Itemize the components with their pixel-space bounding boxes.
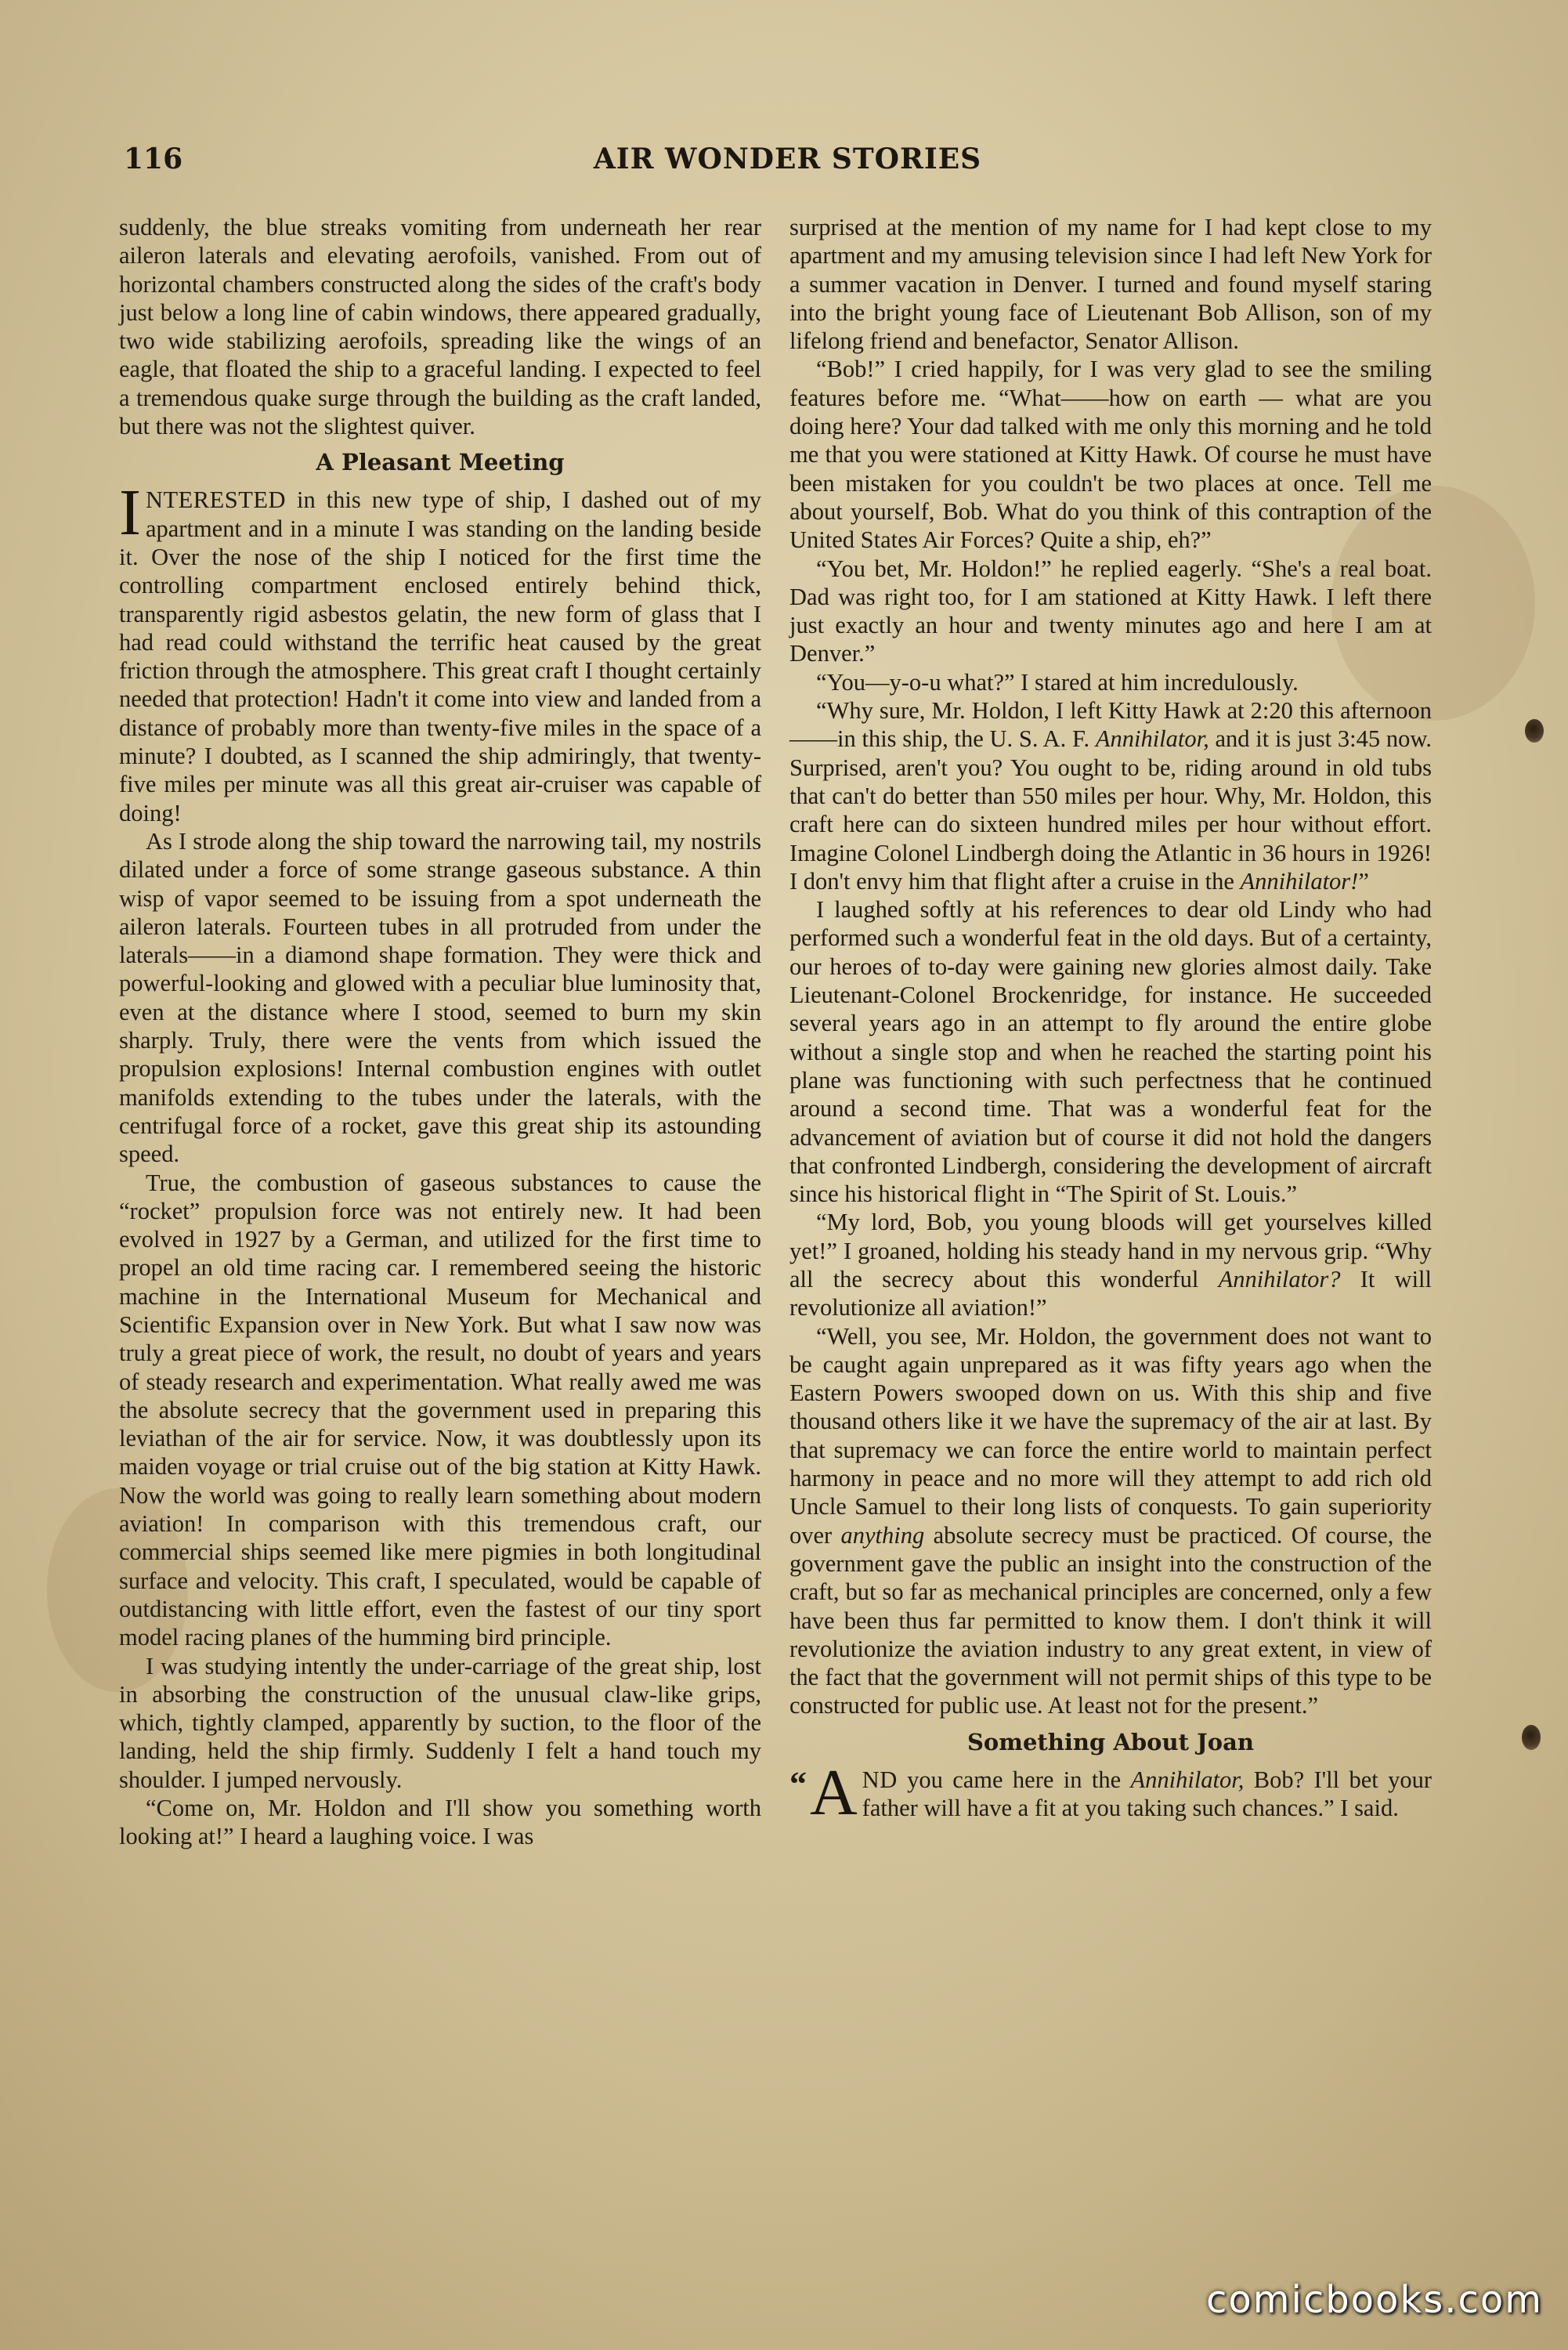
- drop-cap: I: [119, 476, 141, 550]
- left-column: [119, 213, 761, 2203]
- site-watermark: comicbooks.com: [1205, 2278, 1543, 2322]
- staple-hole: [1525, 719, 1544, 743]
- paragraph-text: “My lord, Bob, you young bloods will get yourselves killed yet!” I groaned, holding his steady hand in my nervous grip. “Why all the secrecy about this wonderful: [789, 1209, 1432, 1292]
- paragraph: [789, 1322, 1432, 1720]
- paragraph: I laughed softly at his references to dear old Lindy who had performed such a wonderful feat in the old days. But of a certainty, our heroes of to-day were gaining new glories almost daily. Take Lieutenant-Colonel Brockenridge, for instance. He succeeded several years ago in an attempt to fly around the entire globe without a single stop and when he reached the starting point his plane was functioning with such perfectness that he continued around a second time. That was a wonderful feat for the advancement of aviation but of course it did not hold the dangers that confronted Lindbergh, considering the development of aircraft since his historical flight in “The Spirit of St. Louis.”: [789, 896, 1432, 1208]
- drop-cap: A: [810, 1755, 858, 1829]
- paragraph: “You—y-o-u what?” I stared at him incredulously.: [816, 668, 1299, 696]
- paragraph: [789, 1208, 1432, 1321]
- ship-name: Annihilator!: [1240, 867, 1359, 895]
- paragraph-text: you came here in the: [897, 1766, 1131, 1793]
- paragraph: I was studying intently the under-carriage of the great ship, lost in absorbing the construction of the unusual claw-like grips, which, tightly clamped, apparently by suction, to the floor of the landing, held the ship firmly. Suddenly I felt a hand touch my shoulder. I jumped nervously.: [119, 1652, 761, 1793]
- page-number: 116: [124, 143, 183, 175]
- paragraph-text: “Why sure, Mr. Holdon, I left Kitty Hawk at 2:20 this afternoon——in this ship, the U. S. A. F.: [789, 697, 1432, 753]
- paragraph-text: in this new type of ship, I dashed out of my apartment and in a minute I was standing on the landing beside it. Over the nose of the ship I noticed for the first time the controlling compartment enclosed entirely behind thick, transparently rigid asbestos gelatin, the new form of glass that I had read could withstand the terrific heat caused by the great friction through the atmosphere. This great craft I thought certainly needed that protection! Hadn't it come into view and landed from a distance of probably more than twenty-five miles in the space of a minute? I doubted, as I scanned the ship admiringly, that twenty-five miles per minute was all this great air-cruiser was capable of doing!: [119, 486, 761, 826]
- paragraph: [789, 1755, 1432, 1829]
- paragraph: “You bet, Mr. Holdon!” he replied eagerly. “She's a real boat. Dad was right too, for I am stationed at Kitty Hawk. I left there just exactly an hour and twenty minutes ago and here I am at Denver.”: [789, 555, 1432, 667]
- paragraph-text: It will revolutionize all aviation!”: [789, 1265, 1432, 1321]
- magazine-title: AIR WONDER STORIES: [593, 143, 982, 175]
- paragraph: True, the combustion of gaseous substances to cause the “rocket” propulsion force was not entirely new. It had been evolved in 1927 by a German, and utilized for the first time to propel an old time racing car. I remembered seeing the historic machine in the International Museum for Mechanical and Scientific Expansion over in New York. But what I saw now was truly a great piece of work, the result, no doubt of years and years of steady research and experimentation. What really awed me was the absolute secrecy that the government used in preparing this leviathan of the air for service. Now, it was doubtlessly upon its maiden voyage or trial cruise out of the big station at Kitty Hawk. Now the world was going to really learn something about modern aviation! In comparison with this tremendous craft, our commercial ships seemed like mere pigmies in both longitudinal surface and velocity. This craft, I speculated, would be capable of outdistancing with little effort, even the fastest of our tiny sport model racing planes of the humming bird principle.: [119, 1169, 761, 1651]
- opening-quote: “: [789, 1764, 807, 1803]
- paragraph-text: ”: [1358, 867, 1369, 895]
- small-caps-word: NTERESTED: [145, 486, 286, 514]
- section-heading: A Pleasant Meeting: [316, 449, 565, 476]
- paragraph: [119, 476, 761, 827]
- staple-hole: [1522, 1725, 1541, 1750]
- right-column: [789, 213, 1432, 2203]
- paragraph: surprised at the mention of my name for I had kept close to my apartment and my amusing television since I had left New York for a summer vacation in Denver. I turned and found myself staring into the bright young face of Lieutenant Bob Allison, son of my lifelong friend and benefactor, Senator Allison.: [789, 214, 1432, 355]
- paragraph: suddenly, the blue streaks vomiting from underneath her rear aileron laterals and elevating aerofoils, vanished. From out of horizontal chambers constructed along the sides of the craft's body just below a long line of cabin windows, there appeared gradually, two wide stabilizing aerofoils, spreading like the wings of an eagle, that floated the ship to a graceful landing. I expected to feel a tremendous quake surge through the building as the craft landed, but there was not the slightest quiver.: [119, 214, 761, 440]
- page-header: [124, 143, 1451, 190]
- ship-name: Annihilator?: [1218, 1265, 1341, 1292]
- paragraph-text: “Well, you see, Mr. Holdon, the government does not want to be caught again unprepared as it was fifty years ago when the Eastern Powers swooped down on us. With this ship and five thousand others like it we have the supremacy of the air at last. By that supremacy we can force the entire world to maintain perfect harmony in peace and no more will they attempt to add rich old Uncle Samuel to their long lists of conquests. To gain superiority over: [789, 1322, 1432, 1549]
- paragraph: [789, 696, 1432, 895]
- paragraph: “Bob!” I cried happily, for I was very glad to see the smiling features before me. “What——how on earth — what are you doing here? Your dad talked with me only this morning and he told me that you were stationed at Kitty Hawk. Of course he must have been mistaken for you couldn't be two places at once. Tell me about yourself, Bob. What do you think of this contraption of the United States Air Forces? Quite a ship, eh?”: [789, 356, 1432, 554]
- emphasis-word: anything: [840, 1521, 925, 1549]
- paragraph: As I strode along the ship toward the narrowing tail, my nostrils dilated under a force of some strange gaseous substance. A thin wisp of vapor seemed to be issuing from a spot underneath the aileron laterals. Fourteen tubes in all protruded from under the laterals——in a diamond shape formation. They were thick and powerful-looking and glowed with a peculiar blue luminosity that, even at the distance where I stood, seemed to burn my skin sharply. Truly, there were the vents from which issued the propulsion explosions! Internal combustion engines with outlet manifolds extending to the tubes under the laterals, with the centrifugal force of a rocket, gave this great ship its astounding speed.: [119, 827, 761, 1168]
- small-caps-word: ND: [862, 1766, 898, 1793]
- paragraph-text: Bob? I'll bet your father will have a fit at you taking such chances.” I said.: [862, 1766, 1432, 1822]
- paragraph: “Come on, Mr. Holdon and I'll show you something worth looking at!” I heard a laughing voice. I was: [119, 1795, 761, 1850]
- paragraph-text: and it is just 3:45 now. Surprised, aren't you? You ought to be, riding around in old tubs that can't do better than 550 miles per hour. Why, Mr. Holdon, this craft here can do sixteen hundred miles per hour without effort. Imagine Colonel Lindbergh doing the Atlantic in 36 hours in 1926! I don't envy him that flight after a cruise in the: [789, 725, 1432, 895]
- paragraph-text: absolute secrecy must be practiced. Of course, the government gave the public an insight into the construction of the craft, but so far as mechanical principles are concerned, only a few have been thus far permitted to know them. I don't think it will revolutionize the aviation industry to any great extent, in view of the fact that the government will not permit ships of this type to be constructed for public use. At least not for the present.”: [789, 1521, 1432, 1719]
- ship-name: Annihilator,: [1095, 725, 1209, 753]
- ship-name: Annihilator,: [1130, 1766, 1245, 1793]
- section-heading: Something About Joan: [966, 1728, 1254, 1755]
